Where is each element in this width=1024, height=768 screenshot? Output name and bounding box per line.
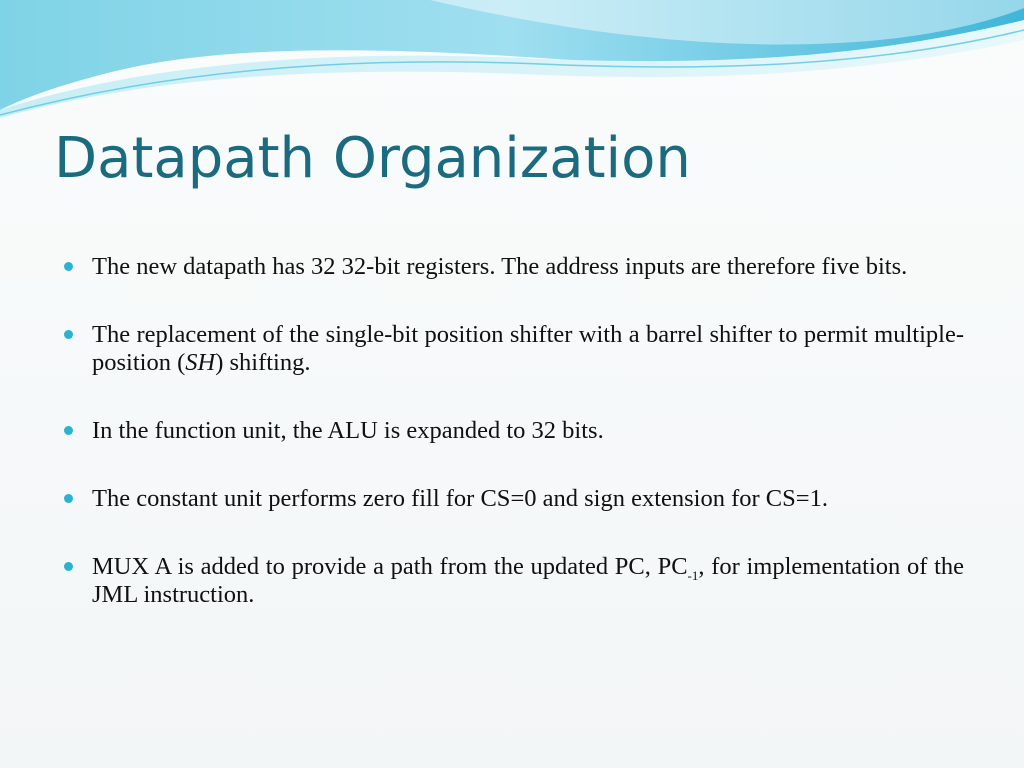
bullet-dot-icon	[64, 426, 73, 435]
bullet-text: The new datapath has 32 32-bit registers. The address inputs are therefore five bits.	[92, 253, 908, 280]
bullet-item	[62, 253, 964, 281]
bullet-list	[62, 253, 964, 649]
bullet-text-part: The replacement of the single-bit position shifter with a barrel shifter to permit multiple-position (	[92, 321, 964, 376]
bullet-text-italic: SH	[185, 349, 216, 376]
bullet-text: The constant unit performs zero fill for CS=0 and sign extension for CS=1.	[92, 485, 828, 512]
bullet-item	[62, 417, 964, 445]
bullet-text-part: MUX A is added to provide a path from the updated PC, PC	[92, 553, 688, 580]
bullet-text	[92, 553, 964, 608]
bullet-item	[62, 321, 964, 377]
bullet-dot-icon	[64, 562, 73, 571]
bullet-dot-icon	[64, 494, 73, 503]
bullet-dot-icon	[64, 330, 73, 339]
header-wave-decoration	[0, 0, 1024, 130]
bullet-text	[92, 321, 964, 376]
bullet-text-part: ) shifting.	[215, 349, 311, 376]
bullet-text: In the function unit, the ALU is expanded to 32 bits.	[92, 417, 604, 444]
bullet-text-subscript: -1	[687, 567, 699, 583]
slide-title: Datapath Organization	[54, 126, 691, 191]
bullet-dot-icon	[64, 262, 73, 271]
bullet-item	[62, 485, 964, 513]
bullet-text-part: , for implementation of the JML instruction.	[92, 553, 964, 608]
bullet-item	[62, 553, 964, 609]
